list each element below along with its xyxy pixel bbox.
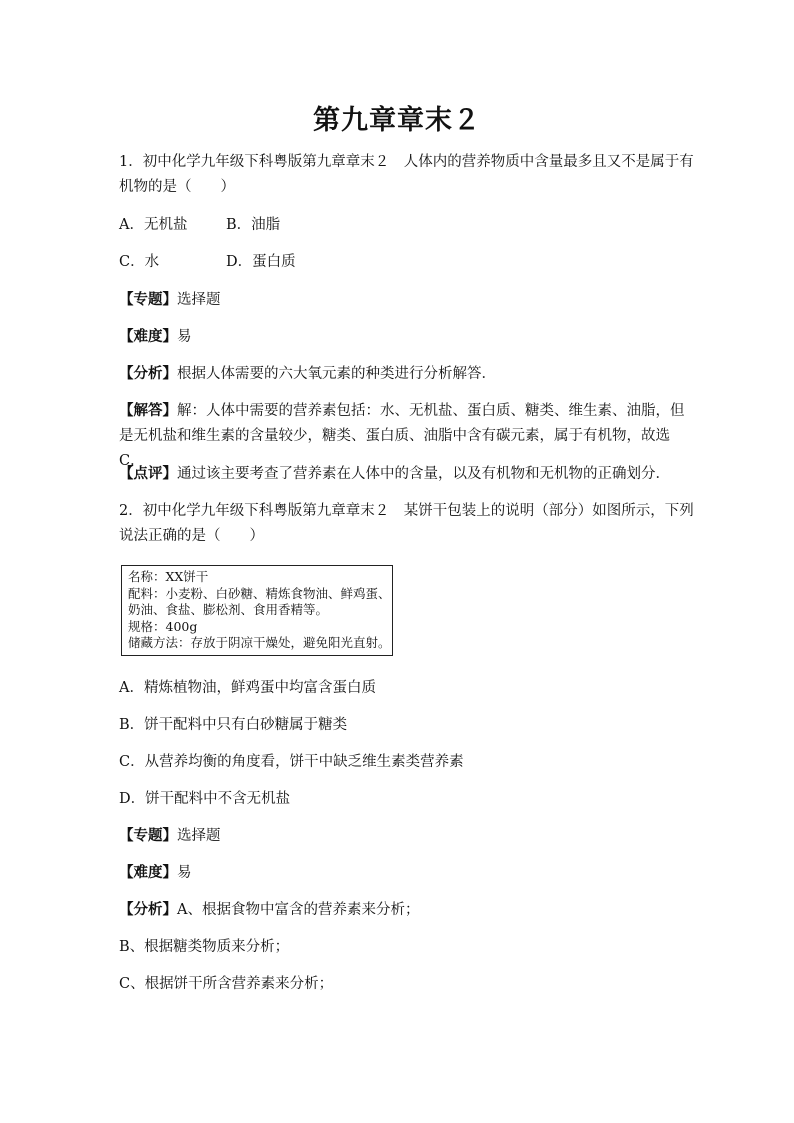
q1-answer-tag: 【解答】 (119, 402, 177, 419)
q2-analysis-tag: 【分析】 (119, 901, 177, 918)
q1-option-a: A．无机盐 (119, 217, 188, 233)
biscuit-label-box (121, 565, 393, 656)
q1-options-row1 (119, 215, 281, 235)
q1-option-c: C．水 (119, 254, 160, 270)
label-line: 规格：400g (128, 618, 198, 634)
q1-topic-value: 选择题 (177, 292, 221, 308)
q2-stem-line1: 2．初中化学九年级下科粤版第九章章末２ 某饼干包装上的说明（部分）如图所示，下列 (119, 503, 694, 519)
q1-analysis-value: 根据人体需要的六大氧元素的种类进行分析解答． (177, 366, 496, 382)
q2-option-d: D．饼干配料中不含无机盐 (119, 791, 291, 807)
q1-difficulty-value: 易 (177, 329, 192, 345)
q1-analysis-tag: 【分析】 (119, 365, 177, 382)
q2-analysis-line: B、根据糖类物质来分析； (119, 939, 290, 955)
q1-option-b: B．油脂 (226, 217, 281, 233)
q1-topic-tag: 【专题】 (119, 291, 177, 308)
q1-analysis (119, 364, 496, 384)
label-line: 名称：XX饼干 (128, 569, 209, 584)
q1-stem-line2: 机物的是（ ） (119, 179, 235, 195)
q1-option-d: D．蛋白质 (226, 254, 296, 270)
q2-option-c: C．从营养均衡的角度看，饼干中缺乏维生素类营养素 (119, 754, 464, 770)
q1-options-row2 (119, 252, 296, 272)
q1-difficulty-tag: 【难度】 (119, 328, 177, 345)
q1-answer-value: 解：人体中需要的营养素包括：水、无机盐、蛋白质、糖类、维生素、油脂，但是无机盐和维生素的含量较少，糖类、蛋白质、油脂中含有碳元素，属于有机物，故选C． (119, 403, 685, 469)
q2-difficulty-tag: 【难度】 (119, 864, 177, 881)
q2-option-b: B．饼干配料中只有白砂糖属于糖类 (119, 717, 348, 733)
q1-comment (119, 464, 670, 484)
q2-analysis (119, 900, 419, 920)
label-line: 储藏方法：存放于阴凉干燥处，避免阳光直射。 (128, 635, 391, 650)
q2-option-a: A．精炼植物油，鲜鸡蛋中均富含蛋白质 (119, 680, 376, 696)
q2-topic (119, 826, 221, 846)
q2-stem-line2: 说法正确的是（ ） (119, 528, 264, 544)
q2-topic-value: 选择题 (177, 828, 221, 844)
label-line: 奶油、食盐、膨松剂、食用香精等。 (128, 602, 329, 617)
q1-comment-value: 通过该主要考查了营养素在人体中的含量，以及有机物和无机物的正确划分． (177, 466, 670, 482)
label-line: 配料：小麦粉、白砂糖、精炼食物油、鲜鸡蛋、 (128, 585, 391, 601)
q1-difficulty (119, 327, 192, 347)
q1-answer (119, 398, 689, 474)
q1-topic (119, 290, 221, 310)
q2-difficulty (119, 863, 192, 883)
q2-analysis-line: A、根据食物中富含的营养素来分析； (177, 902, 420, 918)
page-title: 第九章章末２ (313, 105, 481, 136)
q1-stem-line1: 1．初中化学九年级下科粤版第九章章末２ 人体内的营养物质中含量最多且又不是属于有 (119, 154, 694, 170)
q1-comment-tag: 【点评】 (119, 465, 177, 482)
q2-topic-tag: 【专题】 (119, 827, 177, 844)
q2-analysis-line: C、根据饼干所含营养素来分析； (119, 976, 334, 992)
q2-difficulty-value: 易 (177, 865, 192, 881)
